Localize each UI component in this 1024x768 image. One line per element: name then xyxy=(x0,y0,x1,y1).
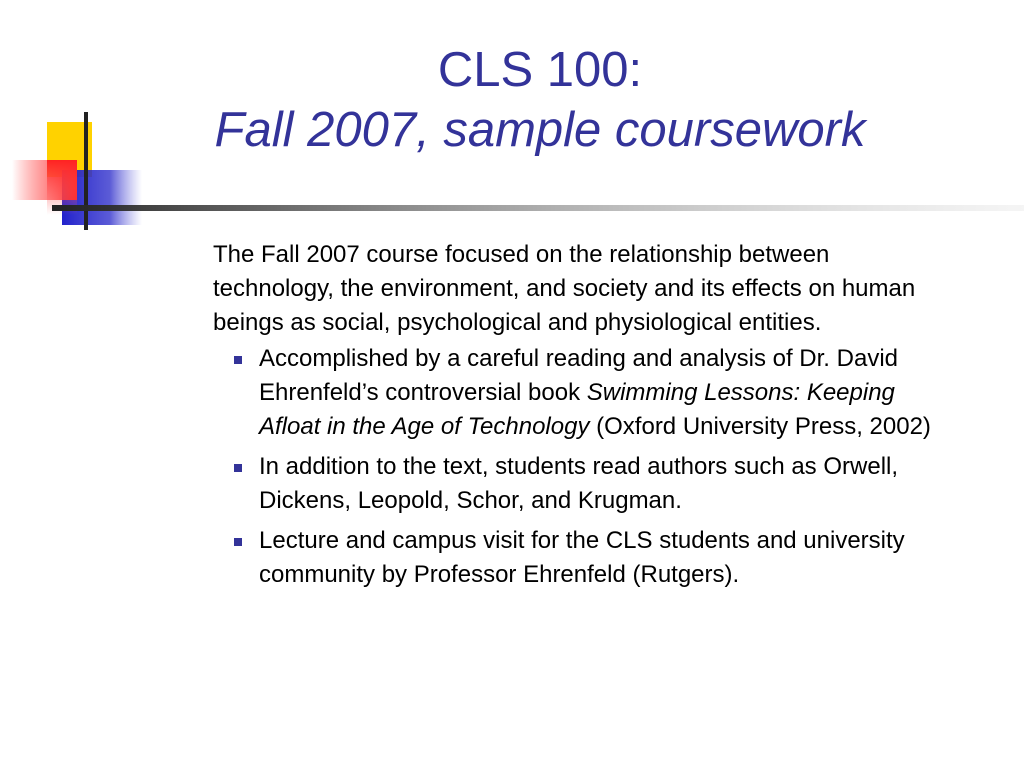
square-bullet-icon xyxy=(234,464,242,472)
book-title: Swimming Lessons: Keeping Afloat in the Age of Technology xyxy=(259,379,895,440)
bullet-text: In addition to the text, students read authors such as Orwell, Dickens, Leopold, Schor, and Krugman. xyxy=(259,453,899,514)
intro-paragraph: The Fall 2007 course focused on the relationship between technology, the environment, and society and its effects on human beings as social, psychological and physiological entities. xyxy=(213,241,916,336)
title-line-2: Fall 2007, sample coursework xyxy=(214,103,866,157)
square-bullet-icon xyxy=(234,538,242,546)
slide-title xyxy=(110,40,970,160)
square-bullet-icon xyxy=(234,356,242,364)
bullet-text-before: Accomplished by a careful reading and analysis of Dr. David Ehrenfeld’s controversial book xyxy=(259,345,898,406)
bullet-item xyxy=(213,524,953,592)
bullet-text-after: (Oxford University Press, 2002) xyxy=(589,413,931,440)
ornament-vertical-line xyxy=(84,112,88,230)
bullet-list xyxy=(213,342,953,592)
slide-body xyxy=(213,238,953,598)
bullet-item xyxy=(213,450,953,518)
bullet-item xyxy=(213,342,953,444)
bullet-text: Lecture and campus visit for the CLS students and university community by Professor Ehrenfeld (Rutgers). xyxy=(259,527,905,588)
title-line-1: CLS 100: xyxy=(437,43,643,97)
title-underline xyxy=(52,205,1024,211)
